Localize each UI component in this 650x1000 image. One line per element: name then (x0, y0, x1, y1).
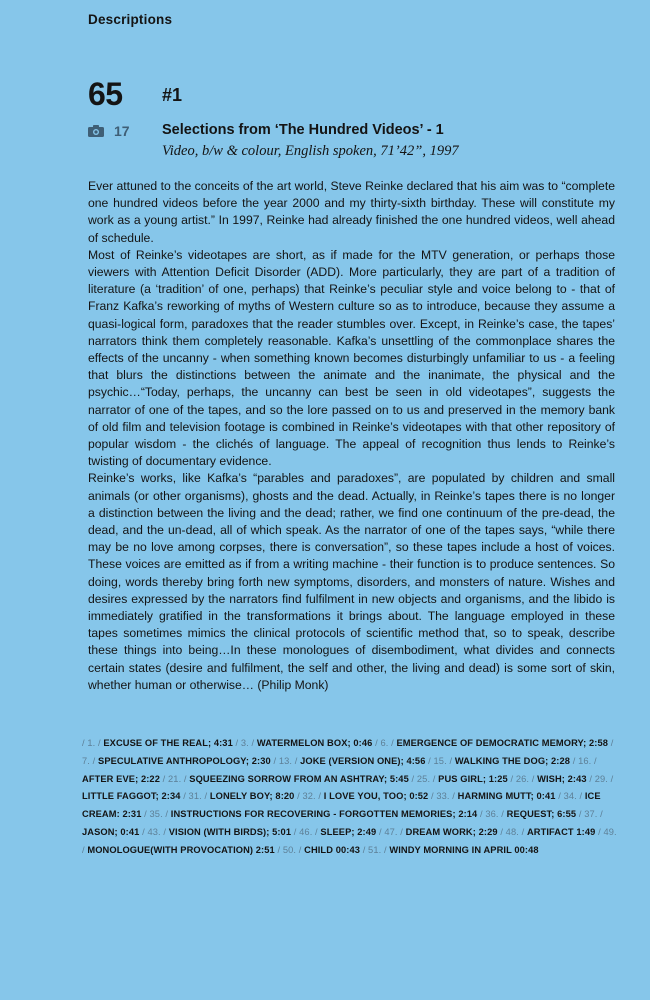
track-title: AFTER EVE; 2:22 (82, 773, 163, 784)
track-title: ICE CREAM: 2:31 (82, 791, 601, 820)
track-number: / 47. / (378, 826, 406, 837)
track-title: I LOVE YOU, TOO; 0:52 (323, 791, 432, 802)
track-title: EMERGENCE OF DEMOCRATIC MEMORY; 2:58 (396, 738, 611, 748)
paragraph: Ever attuned to the conceits of the art world, Steve Reinke declared that his aim was to “complete one hundred videos before the year 2000 and my thirty-sixth birthday. These will constitute my work as a young artist.” In 1997, Reinke had already finished the one hundred videos, well ahead of schedule. (88, 179, 615, 245)
track-title: SQUEEZING SORROW FROM AN ASHTRAY; 5:45 (189, 773, 412, 784)
paragraph: Reinke’s works, like Kafka’s “parables and paradoxes”, are populated by children and small animals (or other organisms), ghosts and the dead. Actually, in Reinke’s tapes there is no longer a distinction between the living and the dead; rather, we find one continuum of the pre-dead, the dead, and the un-dead, all of which speak. As the narrator of one of the tapes says, “while there may be no love among corpses, there is conversation”, so these tapes include a host of voices. These voices are emitted as if from a writing machine - their function is to produce sentences. So doing, words thereby bring forth new symptoms, disorders, and monsters of nature. Wishes and desires expressed by the narrators find fulfilment in new objects and organisms, and the libido is immediately gratified in the transformations it brings about. The language employed in these tapes sometimes mimics the clinical protocols of scientific method that, so to speak, describe these things into being…In these monologues of disembodiment, what divides and connects certain states (desire and fulfilment, the self and other, the living and dead) is some sort of skin, whether human or otherwise… (Philip Monk) (88, 471, 615, 692)
track-number: / 13. / (273, 755, 301, 766)
track-title: MONOLOGUE(WITH PROVOCATION) 2:51 (87, 844, 278, 855)
track-number: / 16. / (572, 755, 597, 766)
track-number: / 6. / (375, 738, 397, 748)
section-heading: Descriptions (88, 12, 173, 27)
track-number: / 34. / (558, 791, 585, 802)
track-number: / 37. / (578, 809, 603, 820)
track-number: / 32. / (297, 791, 324, 802)
track-title: REQUEST; 6:55 (506, 809, 579, 820)
video-details: Video, b/w & colour, English spoken, 71’42”, 1997 (162, 143, 459, 159)
track-title: PUS GIRL; 1:25 (438, 773, 511, 784)
track-number: / 48. / (500, 826, 527, 837)
track-title: SLEEP; 2:49 (320, 826, 379, 837)
track-title: JOKE (VERSION ONE); 4:56 (300, 755, 429, 766)
track-number: / 29. / (589, 773, 614, 784)
track-number: / 3. / (235, 738, 257, 748)
track-number: / 35. / (144, 809, 171, 820)
paragraph: Most of Reinke’s videotapes are short, as if made for the MTV generation, or perhaps those viewers with Attention Deficit Disorder (ADD). More particularly, they are part of a tradition of literature (a ‘tradition’ of one, perhaps) that Reinke’s peculiar style and voice belong to - that of Franz Kafka’s reworking of myths of Western culture so as to introduce, because they assume a quasi-logical form, paradoxes that the reader stumbles over. Except, in Reinke’s case, the tapes’ narrators think them completely reasonable. Kafka’s unsettling of the commonplace shares the effects of the uncanny - when something known becomes disturbingly unfamiliar to us - a feeling that blurs the distinctions between the animate and the inanimate, the physical and the psychic…“Today, perhaps, the uncanny can best be seen in old videotapes”, suggests the narrator of one of the tapes, and so the lore passed on to us and preserved in the memory bank of old film and television footage is combined in Reinke’s videotapes with that other repository of popular wisdom - the clichés of language. The appeal of recognition thus lends to Reinke’s twisting of documentary evidence. (88, 247, 615, 469)
track-title: JASON; 0:41 (82, 826, 143, 837)
track-title: WISH; 2:43 (537, 773, 590, 784)
track-number: / 25. / (411, 773, 439, 784)
track-number: / 33. / (431, 791, 458, 802)
track-title: LONELY BOY; 8:20 (209, 791, 298, 802)
track-title: EXCUSE OF THE REAL; 4:31 (103, 738, 236, 748)
track-list (82, 735, 617, 860)
photo-count-value: 17 (114, 123, 130, 139)
track-number: / 21. / (162, 773, 190, 784)
track-number: / 15. / (428, 755, 455, 766)
track-title: WALKING THE DOG; 2:28 (454, 755, 573, 766)
track-title: HARMING MUTT; 0:41 (457, 791, 559, 802)
track-number: / 31. / (183, 791, 210, 802)
entry-number: 65 (88, 76, 123, 112)
track-number: / 26. / (510, 773, 538, 784)
track-title: WINDY MORNING IN APRIL 00:48 (389, 844, 539, 855)
video-title: Selections from ‘The Hundred Videos’ - 1 (162, 122, 444, 138)
track-title: LITTLE FAGGOT; 2:34 (82, 791, 184, 802)
description-body (88, 178, 615, 694)
camera-icon (88, 125, 104, 137)
track-title: DREAM WORK; 2:29 (405, 826, 501, 837)
track-title: VISION (WITH BIRDS); 5:01 (168, 826, 294, 837)
photo-count (88, 123, 130, 139)
track-number: / 7. / (82, 738, 614, 766)
entry-id: #1 (162, 85, 183, 105)
track-title: SPECULATIVE ANTHROPOLOGY; 2:30 (98, 755, 274, 766)
track-number: / 46. / (293, 826, 321, 837)
track-number: / 1. / (82, 738, 104, 748)
track-title: WATERMELON BOX; 0:46 (256, 738, 376, 748)
track-number: / 36. / (480, 809, 507, 820)
track-title: CHILD 00:43 (304, 844, 363, 855)
track-number: / 50. / (277, 844, 305, 855)
track-number: / 49. / (82, 826, 617, 855)
track-title: ARTIFACT 1:49 (526, 826, 599, 837)
track-title: INSTRUCTIONS FOR RECOVERING - FORGOTTEN MEMORIES; 2:14 (170, 809, 481, 820)
track-number: / 51. / (362, 844, 390, 855)
track-number: / 43. / (142, 826, 169, 837)
